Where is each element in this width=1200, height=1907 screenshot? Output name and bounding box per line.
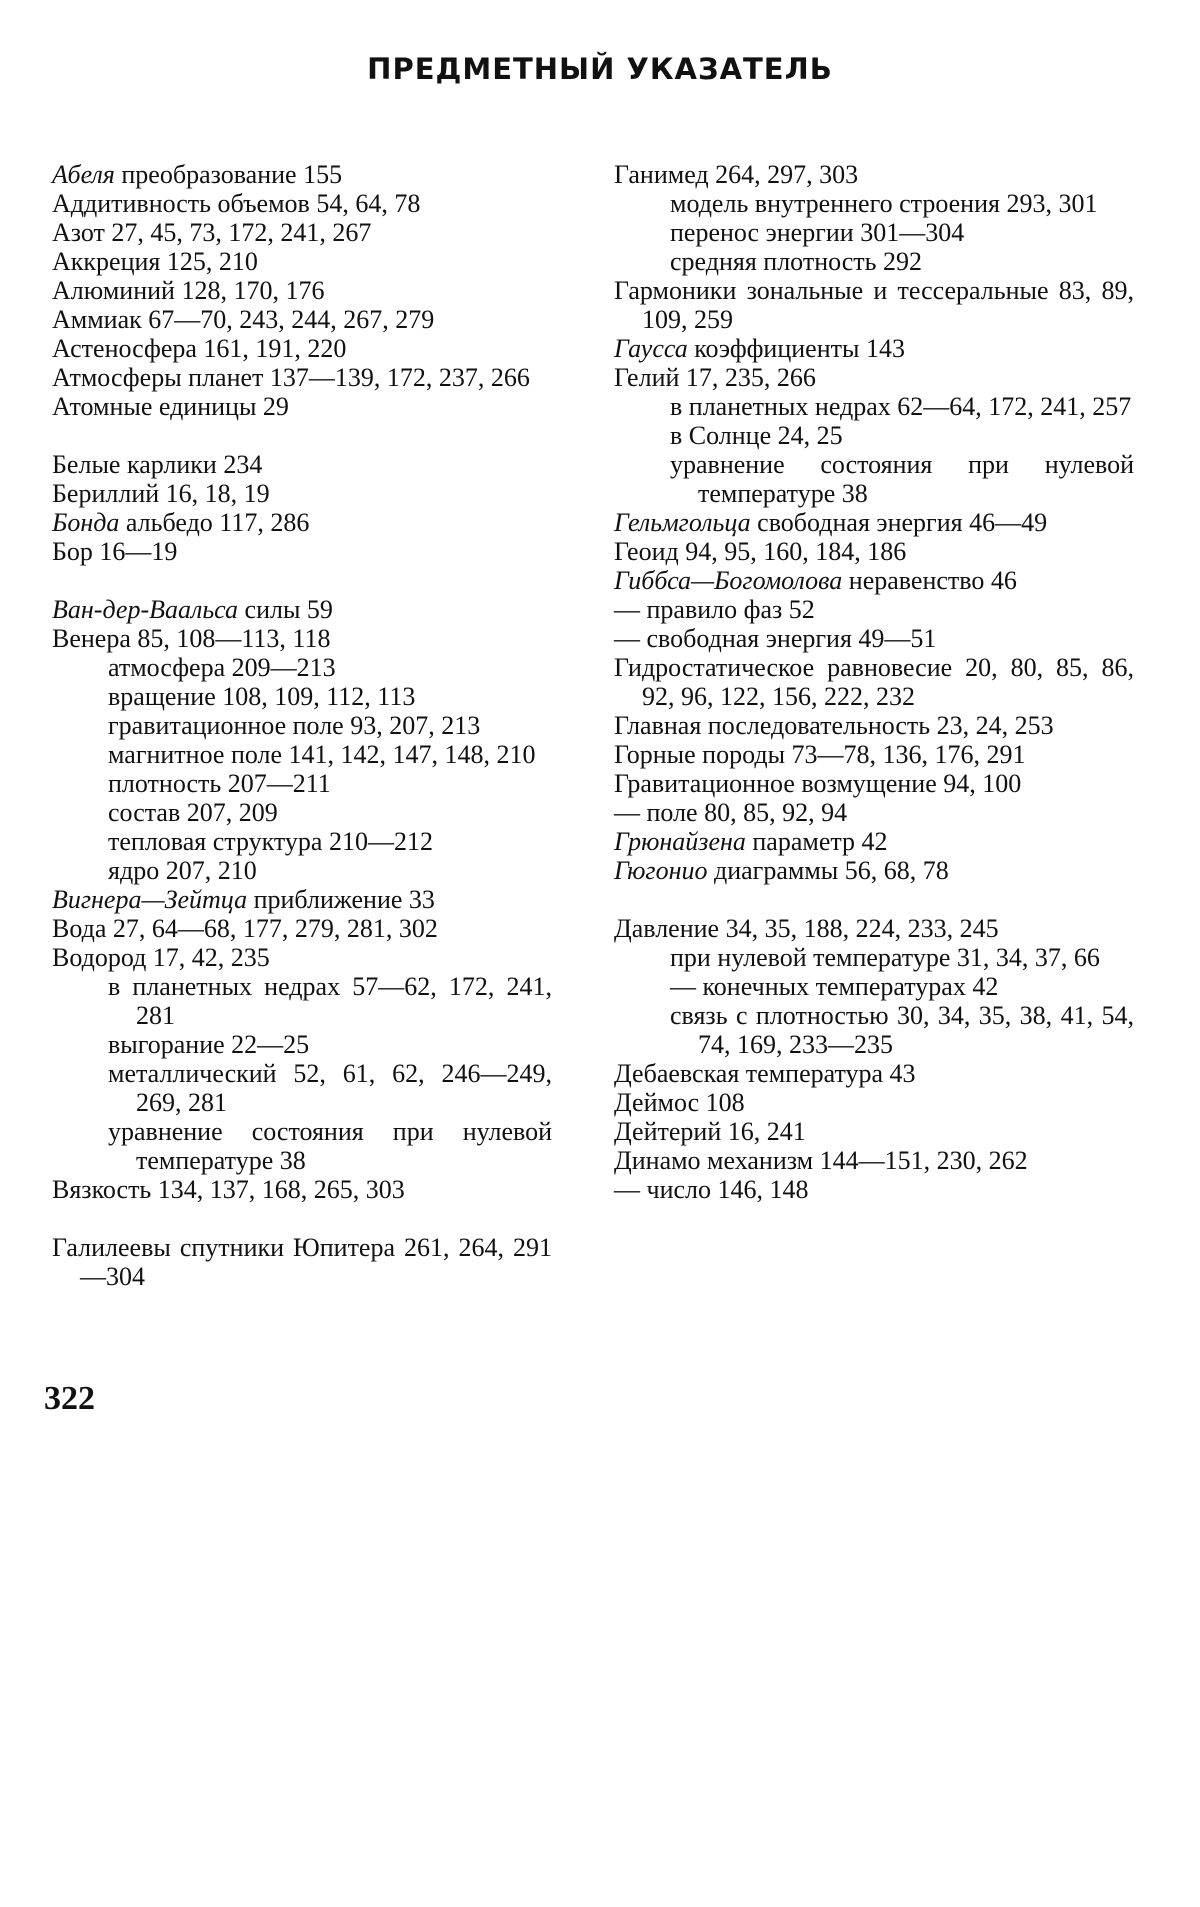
index-entry bbox=[52, 943, 552, 972]
entry-text: Аккреция 125, 210 bbox=[52, 247, 258, 276]
page-title: ПРЕДМЕТНЫЙ УКАЗАТЕЛЬ bbox=[367, 52, 833, 86]
index-entry bbox=[52, 914, 552, 943]
index-entry bbox=[52, 885, 552, 914]
index-entry bbox=[614, 334, 1134, 363]
index-entry bbox=[52, 363, 552, 392]
index-subentry bbox=[52, 769, 552, 798]
entry-text: Гармоники зональные и тессеральные 83, 89, 109, 259 bbox=[614, 276, 1134, 334]
entry-text: приближение 33 bbox=[247, 885, 435, 914]
entry-text: — свободная энергия 49—51 bbox=[614, 624, 937, 653]
entry-text: свободная энергия 46—49 bbox=[750, 508, 1048, 537]
entry-text: Давление 34, 35, 188, 224, 233, 245 bbox=[614, 914, 999, 943]
index-subentry bbox=[52, 827, 552, 856]
index-entry bbox=[52, 450, 552, 479]
index-subentry bbox=[614, 218, 1134, 247]
index-entry bbox=[52, 247, 552, 276]
index-column-left bbox=[52, 160, 552, 1291]
index-subentry bbox=[614, 392, 1134, 421]
index-subentry bbox=[52, 972, 552, 1030]
index-subentry bbox=[52, 856, 552, 885]
index-subentry bbox=[52, 682, 552, 711]
entry-proper-name: Гельмгольца bbox=[614, 508, 751, 537]
entry-text: неравенство 46 bbox=[842, 566, 1017, 595]
entry-text: ядро 207, 210 bbox=[108, 856, 257, 885]
index-entry bbox=[52, 1175, 552, 1204]
index-subentry bbox=[614, 943, 1134, 972]
entry-proper-name: Ван-дер-Ваальса bbox=[52, 595, 239, 624]
index-subentry bbox=[52, 798, 552, 827]
index-subentry bbox=[52, 1117, 552, 1175]
entry-text: Гравитационное возмущение 94, 100 bbox=[614, 769, 1022, 798]
entry-text: металлический 52, 61, 62, 246—249, 269, 281 bbox=[108, 1059, 552, 1117]
entry-text: в планетных недрах 57—62, 172, 241, 281 bbox=[108, 972, 552, 1030]
index-entry bbox=[614, 914, 1134, 943]
entry-text: состав 207, 209 bbox=[108, 798, 278, 827]
entry-text: уравнение состояния при нулевой температуре 38 bbox=[108, 1117, 552, 1175]
entry-text: — число 146, 148 bbox=[614, 1175, 809, 1204]
index-entry bbox=[614, 1175, 1134, 1204]
index-entry bbox=[52, 508, 552, 537]
page-number: 322 bbox=[44, 1380, 95, 1417]
index-entry bbox=[614, 711, 1134, 740]
index-entry bbox=[52, 189, 552, 218]
entry-text: плотность 207—211 bbox=[108, 769, 331, 798]
entry-text: Алюминий 128, 170, 176 bbox=[52, 276, 325, 305]
entry-proper-name: Бонда bbox=[52, 508, 120, 537]
entry-text: уравнение состояния при нулевой температуре 38 bbox=[670, 450, 1134, 508]
entry-text: — поле 80, 85, 92, 94 bbox=[614, 798, 848, 827]
entry-text: преобразование 155 bbox=[114, 160, 343, 189]
index-entry bbox=[614, 769, 1134, 798]
index-entry bbox=[614, 624, 1134, 653]
index-entry bbox=[614, 508, 1134, 537]
index-entry bbox=[614, 1059, 1134, 1088]
entry-text: модель внутреннего строения 293, 301 bbox=[670, 189, 1098, 218]
entry-group-gap bbox=[614, 885, 1134, 914]
index-entry bbox=[614, 160, 1134, 189]
entry-text: Белые карлики 234 bbox=[52, 450, 263, 479]
index-entry bbox=[52, 479, 552, 508]
entry-text: Деймос 108 bbox=[614, 1088, 745, 1117]
entry-text: параметр 42 bbox=[745, 827, 888, 856]
index-entry bbox=[52, 1233, 552, 1291]
entry-text: коэффициенты 143 bbox=[687, 334, 905, 363]
index-column-right bbox=[614, 160, 1134, 1204]
index-subentry bbox=[52, 1059, 552, 1117]
entry-text: Вода 27, 64—68, 177, 279, 281, 302 bbox=[52, 914, 438, 943]
entry-text: выгорание 22—25 bbox=[108, 1030, 310, 1059]
entry-text: перенос энергии 301—304 bbox=[670, 218, 965, 247]
entry-text: при нулевой температуре 31, 34, 37, 66 bbox=[670, 943, 1100, 972]
index-subentry bbox=[52, 653, 552, 682]
entry-text: в Солнце 24, 25 bbox=[670, 421, 843, 450]
index-entry bbox=[52, 160, 552, 189]
index-entry bbox=[52, 276, 552, 305]
entry-text: Дебаевская температура 43 bbox=[614, 1059, 916, 1088]
index-entry bbox=[614, 1088, 1134, 1117]
entry-text: Атмосферы планет 137—139, 172, 237, 266 bbox=[52, 363, 530, 392]
entry-text: Азот 27, 45, 73, 172, 241, 267 bbox=[52, 218, 372, 247]
entry-proper-name: Грюнайзена bbox=[614, 827, 746, 856]
entry-text: силы 59 bbox=[238, 595, 333, 624]
index-entry bbox=[614, 566, 1134, 595]
index-entry bbox=[614, 363, 1134, 392]
entry-text: — правило фаз 52 bbox=[614, 595, 815, 624]
entry-group-gap bbox=[52, 566, 552, 595]
entry-text: Бор 16—19 bbox=[52, 537, 178, 566]
index-subentry bbox=[614, 450, 1134, 508]
entry-group-gap bbox=[52, 421, 552, 450]
entry-text: Главная последовательность 23, 24, 253 bbox=[614, 711, 1054, 740]
entry-proper-name: Абеля bbox=[52, 160, 115, 189]
entry-text: гравитационное поле 93, 207, 213 bbox=[108, 711, 481, 740]
index-subentry bbox=[614, 421, 1134, 450]
index-entry bbox=[52, 537, 552, 566]
entry-text: Гидростатическое равновесие 20, 80, 85, 86, 92, 96, 122, 156, 222, 232 bbox=[614, 653, 1134, 711]
index-entry bbox=[614, 653, 1134, 711]
entry-text: Водород 17, 42, 235 bbox=[52, 943, 270, 972]
entry-proper-name: Гюгонио bbox=[614, 856, 708, 885]
index-subentry bbox=[614, 247, 1134, 276]
index-subentry bbox=[52, 740, 552, 769]
index-subentry bbox=[614, 972, 1134, 1001]
entry-group-gap bbox=[52, 1204, 552, 1233]
entry-text: Геоид 94, 95, 160, 184, 186 bbox=[614, 537, 907, 566]
entry-text: Астеносфера 161, 191, 220 bbox=[52, 334, 347, 363]
entry-proper-name: Гаусса bbox=[614, 334, 688, 363]
entry-text: Ганимед 264, 297, 303 bbox=[614, 160, 859, 189]
entry-text: Дейтерий 16, 241 bbox=[614, 1117, 806, 1146]
entry-text: связь с плотностью 30, 34, 35, 38, 41, 54, 74, 169, 233—235 bbox=[670, 1001, 1134, 1059]
index-entry bbox=[614, 276, 1134, 334]
entry-text: Атомные единицы 29 bbox=[52, 392, 289, 421]
index-entry bbox=[614, 798, 1134, 827]
index-entry bbox=[52, 334, 552, 363]
entry-text: Венера 85, 108—113, 118 bbox=[52, 624, 331, 653]
index-entry bbox=[614, 827, 1134, 856]
entry-text: вращение 108, 109, 112, 113 bbox=[108, 682, 416, 711]
entry-text: диаграммы 56, 68, 78 bbox=[707, 856, 949, 885]
index-entry bbox=[614, 740, 1134, 769]
index-subentry bbox=[52, 1030, 552, 1059]
entry-text: Галилеевы спутники Юпитера 261, 264, 291—304 bbox=[52, 1233, 552, 1291]
index-entry bbox=[614, 1146, 1134, 1175]
entry-proper-name: Вигнера—Зейтца bbox=[52, 885, 248, 914]
index-entry bbox=[614, 595, 1134, 624]
index-entry bbox=[52, 218, 552, 247]
entry-text: Бериллий 16, 18, 19 bbox=[52, 479, 270, 508]
index-entry bbox=[52, 392, 552, 421]
index-entry bbox=[52, 595, 552, 624]
entry-text: альбедо 117, 286 bbox=[119, 508, 310, 537]
entry-text: Вязкость 134, 137, 168, 265, 303 bbox=[52, 1175, 405, 1204]
index-subentry bbox=[614, 1001, 1134, 1059]
index-subentry bbox=[52, 711, 552, 740]
entry-text: в планетных недрах 62—64, 172, 241, 257 bbox=[670, 392, 1132, 421]
entry-text: атмосфера 209—213 bbox=[108, 653, 336, 682]
entry-text: — конечных температурах 42 bbox=[670, 972, 999, 1001]
entry-text: Аддитивность объемов 54, 64, 78 bbox=[52, 189, 421, 218]
entry-proper-name: Гиббса—Богомолова bbox=[614, 566, 843, 595]
entry-text: Горные породы 73—78, 136, 176, 291 bbox=[614, 740, 1026, 769]
index-entry bbox=[614, 1117, 1134, 1146]
entry-text: Динамо механизм 144—151, 230, 262 bbox=[614, 1146, 1028, 1175]
index-subentry bbox=[614, 189, 1134, 218]
entry-text: магнитное поле 141, 142, 147, 148, 210 bbox=[108, 740, 536, 769]
index-entry bbox=[52, 305, 552, 334]
index-entry bbox=[52, 624, 552, 653]
index-entry bbox=[614, 537, 1134, 566]
entry-text: средняя плотность 292 bbox=[670, 247, 923, 276]
entry-text: Гелий 17, 235, 266 bbox=[614, 363, 816, 392]
entry-text: Аммиак 67—70, 243, 244, 267, 279 bbox=[52, 305, 435, 334]
index-entry bbox=[614, 856, 1134, 885]
entry-text: тепловая структура 210—212 bbox=[108, 827, 433, 856]
